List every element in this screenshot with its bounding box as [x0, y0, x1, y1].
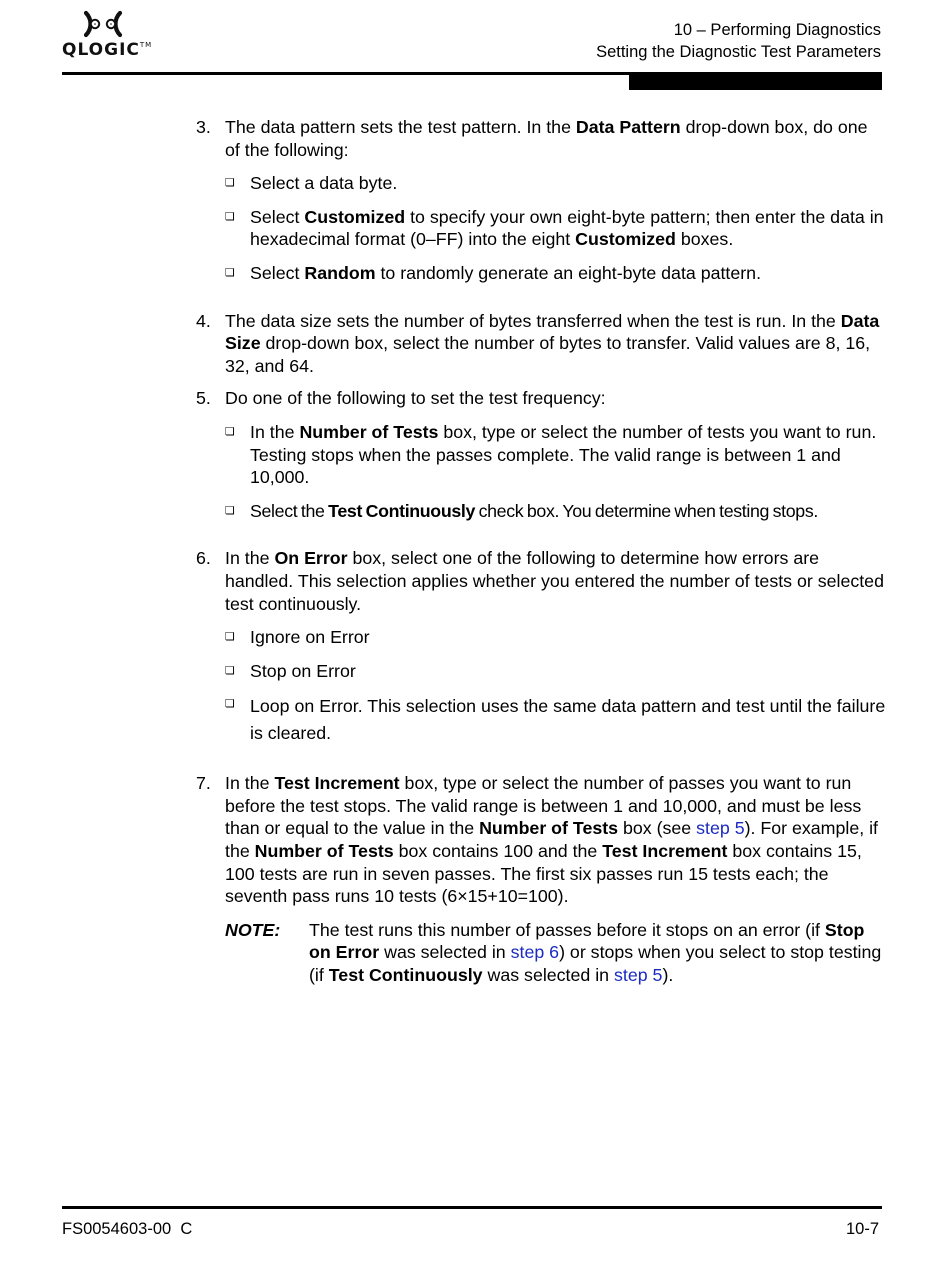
step-number: 7.: [196, 773, 211, 794]
step-text: In the Test Increment box, type or select the number of passes you want to run before the test stops. The valid range is between 1 and 10,000, and must be less than or equal to the value in the Number of Tests box (see step 5). For example, if the Number of Tests box contains 100 and the Test Increment box contains 15, 100 tests are run in seven passes. The first six passes run 15 tests each; the seventh pass runs 10 tests (6×15+10=100).: [225, 773, 878, 907]
list-item: ❏ Select Customized to specify your own eight-byte pattern; then enter the data in hexadecimal format (0–FF) into the eight Customized boxes.: [225, 206, 886, 251]
square-bullet-icon: [225, 626, 250, 649]
step-5: [196, 387, 886, 522]
step-number: 4.: [196, 310, 211, 331]
ui-term: Number of Tests: [479, 818, 619, 839]
ui-term: Test Increment: [274, 773, 400, 794]
list-item: ❏ Loop on Error. This selection uses the same data pattern and test until the failure is cleared.: [225, 693, 886, 747]
step-text: The data size sets the number of bytes transferred when the test is run. In the Data Size drop-down box, select the number of bytes to transfer. Valid values are 8, 16, 32, and 64.: [225, 310, 880, 376]
square-bullet-icon: [225, 172, 250, 195]
square-bullet-icon: [225, 206, 250, 251]
list-item: ❏ Select a data byte.: [225, 172, 886, 195]
ui-term: Customized: [575, 229, 676, 250]
list-item: ❏ In the Number of Tests box, type or select the number of tests you want to run. Testing stops when the passes complete. The valid range is between 1 and 10,000.: [225, 421, 886, 489]
step-number: 5.: [196, 388, 211, 409]
step-text: Do one of the following to set the test frequency:: [225, 388, 606, 409]
list-item: ❏ Select the Test Continuously check box. You determine when testing stops.: [225, 500, 886, 523]
ui-term: Data Size: [225, 310, 880, 354]
ui-term: On Error: [274, 548, 348, 569]
chapter-title: 10 – Performing Diagnostics: [673, 21, 881, 39]
list-item: ❏ Select Random to randomly generate an eight-byte data pattern.: [225, 262, 886, 285]
step-text: The data pattern sets the test pattern. In the Data Pattern drop-down box, do one of the following:: [225, 117, 868, 160]
page-content: [196, 116, 886, 997]
square-bullet-icon: [225, 421, 250, 489]
note: [225, 919, 886, 987]
note-label: NOTE:: [225, 919, 281, 940]
note-text: The test runs this number of passes before it stops on an error (if Stop on Error was selected in step 6) or stops when you select to stop testing (if Test Continuously was selected in step 5).: [309, 919, 882, 986]
list-item: ❏ Ignore on Error: [225, 626, 886, 649]
step-number: 3.: [196, 117, 211, 137]
ui-term: Test Continuously: [328, 500, 475, 521]
square-bullet-icon: [225, 693, 250, 747]
list-item: ❏ Stop on Error: [225, 660, 886, 683]
step-5-link[interactable]: step 5: [696, 818, 745, 839]
ui-term: Customized: [304, 206, 406, 227]
page-number: 10-7: [845, 1220, 879, 1238]
square-bullet-icon: [225, 660, 250, 683]
step-5-link[interactable]: step 5: [614, 965, 663, 986]
section-title: Setting the Diagnostic Test Parameters: [596, 43, 881, 61]
footer-rule: [62, 1206, 882, 1209]
step-7: [196, 772, 886, 986]
document-id: FS0054603-00 C: [62, 1220, 193, 1238]
step-6: [196, 547, 886, 747]
ui-term: Number of Tests: [299, 421, 439, 442]
square-bullet-icon: [225, 262, 250, 285]
step-number: 6.: [196, 548, 211, 569]
ui-term: Random: [304, 262, 376, 283]
ui-term: Test Increment: [602, 841, 728, 862]
step-text: In the On Error box, select one of the following to determine how errors are handled. This selection applies whether you entered the number of tests or selected test continuously.: [225, 548, 884, 614]
header-rule-block: [629, 75, 882, 90]
ui-term: Number of Tests: [254, 841, 394, 862]
step-4: [196, 310, 886, 378]
ui-term: Data Pattern: [575, 117, 681, 137]
step-6-link[interactable]: step 6: [510, 942, 560, 963]
step-3: [196, 116, 886, 285]
square-bullet-icon: [225, 500, 250, 523]
running-header: [596, 19, 881, 63]
qlogic-wordmark: QLOGIC™: [62, 40, 153, 60]
ui-term: Test Continuously: [328, 965, 483, 986]
ui-term: Stop on Error: [309, 919, 865, 963]
